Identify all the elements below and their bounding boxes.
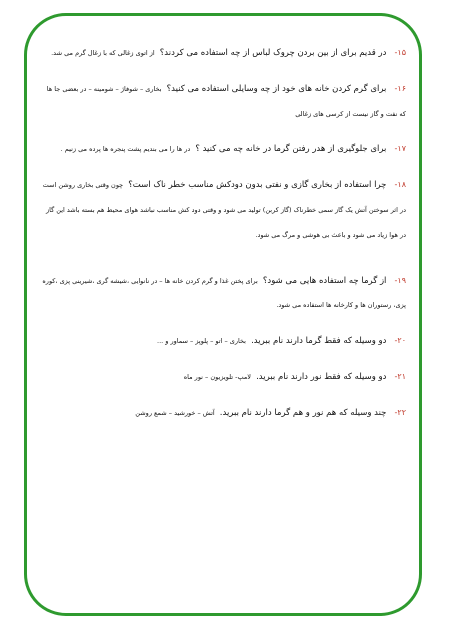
question-text: در قدیم برای از بین بردن چروک لباس از چه استفاده می کردند؟ xyxy=(159,48,387,58)
answer-text: برای پختن غذا و گرم کردن خانه ها – در نانوایی ،شیشه گری ،شیرینی پزی ،کوره پزی، رستوران ها و کارخانه ها استفاده می شود. xyxy=(42,276,406,310)
answer-text: بخاری – شوفاژ – شومینه – در بعضی جا ها که نفت و گاز نیست از کرسی های زغالی xyxy=(46,84,406,118)
question-16 xyxy=(40,74,406,124)
question-18 xyxy=(40,170,406,244)
question-text: برای جلوگیری از هدر رفتن گرما در خانه چه می کنید ؟ xyxy=(195,144,387,155)
answer-text: از اتوی زغالی که با زغال گرم می شد. xyxy=(51,49,155,57)
question-number: ۱۸- xyxy=(394,180,406,190)
question-20 xyxy=(40,326,406,351)
question-text: از گرما چه استفاده هایی می شود؟ xyxy=(262,275,387,286)
question-number: ۲۲- xyxy=(394,407,406,417)
question-text: چرا استفاده از بخاری گازی و نفتی بدون دودکش مناسب خطر ناک است؟ xyxy=(128,180,387,191)
question-22 xyxy=(40,398,406,423)
question-19 xyxy=(40,266,406,316)
question-number: ۱۹- xyxy=(394,275,406,285)
answer-text: چون وقتی بخاری روشن است در اثر سوختن آتش یک گاز سمی خطرناک (گاز کربن) تولید می شود و وقتی دود کش مناسب نباشد هوای محیط هم بسته باشد این گاز در هوا زیاد می شود و باعث بی هوشی و مرگ می شود. xyxy=(42,181,406,239)
answer-text: لامپ- تلویزیون – نور ماه xyxy=(183,372,252,381)
question-17 xyxy=(40,134,406,159)
question-list xyxy=(40,38,406,434)
spacer xyxy=(40,256,406,266)
question-number: ۲۰- xyxy=(394,336,406,346)
question-15 xyxy=(40,38,406,63)
question-text: دو وسیله که فقط نور دارند نام ببرید. xyxy=(256,371,387,382)
question-number: ۱۶- xyxy=(394,83,406,93)
answer-text: بخاری – اتو – پلوپز – سماور و ... xyxy=(157,337,246,346)
question-text: برای گرم کردن خانه های خود از چه وسایلی استفاده می کنید؟ xyxy=(166,83,387,94)
question-21 xyxy=(40,362,406,387)
question-text: دو وسیله که فقط گرما دارند نام ببرید. xyxy=(251,336,387,347)
answer-text: در ها را می بندیم پشت پنجره ها پرده می زنیم . xyxy=(60,145,191,154)
question-number: ۲۱- xyxy=(394,371,406,381)
question-text: چند وسیله که هم نور و هم گرما دارند نام ببرید. xyxy=(219,407,387,418)
question-number: ۱۷- xyxy=(394,144,406,154)
answer-text: آتش – خورشید – شمع روشن xyxy=(135,408,215,417)
question-number: ۱۵- xyxy=(394,48,406,57)
